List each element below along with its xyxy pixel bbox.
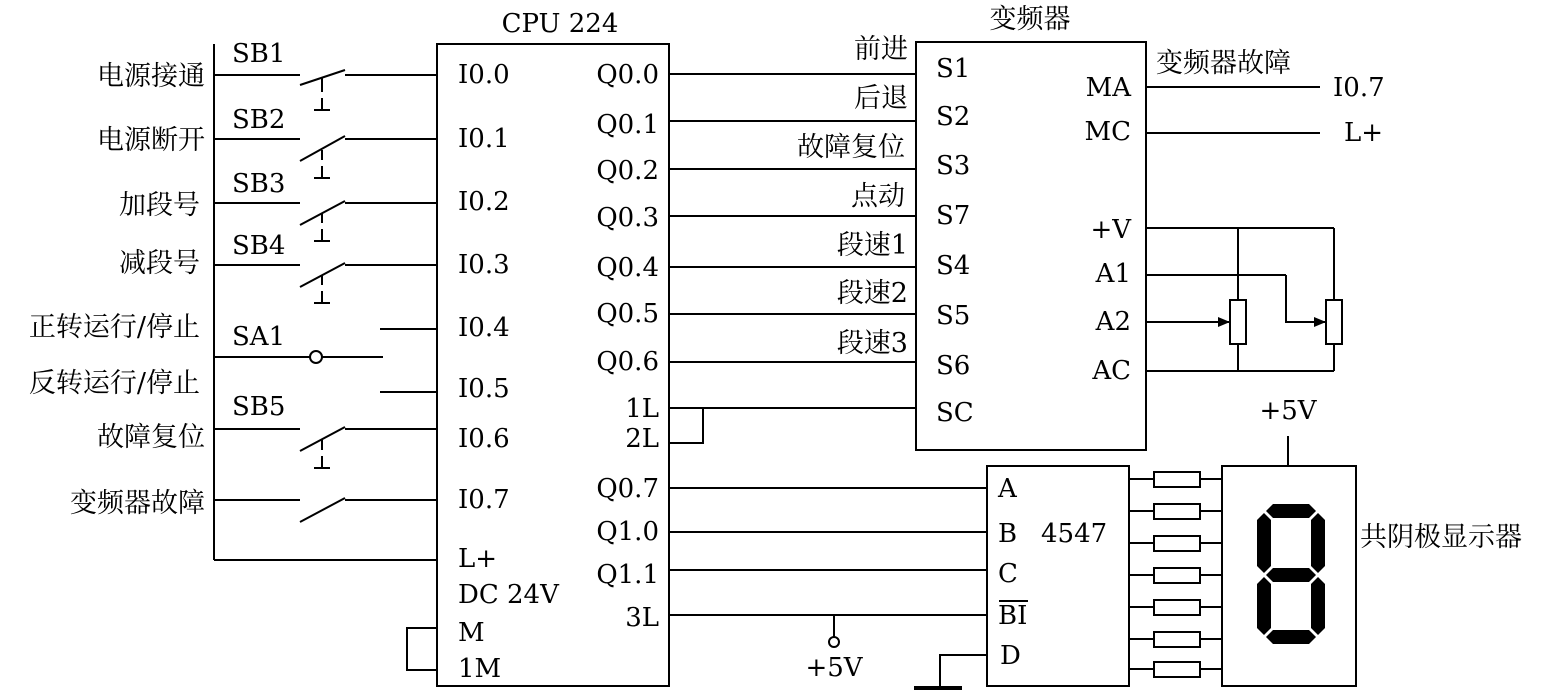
dec-chip-label: 4547 (1041, 519, 1108, 549)
label-sa1: SA1 (232, 322, 286, 352)
pot1-wiper-arrow-icon (1218, 317, 1230, 327)
dec-pin-d: D (1000, 641, 1021, 671)
plc-input-i01: I0.1 (458, 124, 510, 154)
plc-input-i06: I0.6 (458, 424, 510, 454)
supply-3l-label: +5V (805, 653, 863, 683)
pot2-wiper-arrow-icon (1314, 317, 1326, 327)
supply-terminal-3l (829, 637, 839, 647)
func-forward-run-stop: 正转运行/停止 (28, 312, 200, 343)
sa1-pivot (310, 351, 322, 363)
plc-com-1l: 1L (625, 394, 659, 424)
potentiometer-2 (1326, 300, 1342, 344)
inv-s3: S3 (936, 151, 971, 181)
plc-power-dc24v: DC 24V (458, 580, 559, 610)
input-wiring (29, 39, 437, 670)
plc-output-q07: Q0.7 (596, 474, 659, 504)
plc-output-q10: Q1.0 (596, 517, 659, 547)
dec-pin-bi: BI (998, 601, 1028, 631)
inv-plus-v: +V (1090, 215, 1131, 245)
sb5-button-actuator (314, 440, 330, 468)
sig-backward: 后退 (854, 83, 908, 114)
pot2-wiper (1286, 275, 1326, 322)
dec-pin-a: A (998, 474, 1017, 504)
func-inverter-fault: 变频器故障 (70, 488, 205, 519)
inv-a1: A1 (1095, 259, 1131, 289)
plc-output-q03: Q0.3 (596, 203, 659, 233)
label-sb4: SB4 (232, 231, 286, 261)
sig-speed2: 段速2 (836, 278, 908, 309)
sig-speed1: 段速1 (836, 230, 908, 261)
sig-forward: 前进 (854, 34, 908, 65)
plc-com-2l: 2L (625, 424, 659, 454)
plc-com-3l: 3L (625, 603, 659, 633)
func-reverse-run-stop: 反转运行/停止 (28, 368, 200, 399)
plc-output-q00: Q0.0 (596, 60, 659, 90)
fault-contact (300, 498, 345, 522)
inv-s2: S2 (936, 102, 971, 132)
plc-input-i07: I0.7 (458, 485, 510, 515)
plc-cpu224 (437, 9, 669, 686)
plc-output-q11: Q1.1 (596, 560, 659, 590)
inv-ma: MA (1085, 73, 1131, 103)
sig-jog: 点动 (851, 181, 905, 212)
inverter-title: 变频器 (989, 4, 1071, 35)
display-supply-label: +5V (1259, 396, 1317, 426)
label-sb1: SB1 (232, 39, 286, 69)
inv-sc: SC (936, 398, 974, 428)
label-sb5: SB5 (232, 392, 286, 422)
inv-s5: S5 (936, 301, 971, 331)
plc-terminal-1m: 1M (458, 654, 502, 684)
plc-output-q04: Q0.4 (596, 253, 659, 283)
label-sb3: SB3 (232, 169, 286, 199)
inv-s1: S1 (936, 54, 971, 84)
inv-s7: S7 (936, 201, 971, 231)
dec-pin-c: C (998, 559, 1018, 589)
m-1m-jumper (407, 628, 437, 670)
plc-title: CPU 224 (501, 9, 619, 39)
func-step-down: 减段号 (119, 248, 200, 279)
inv-fault-to-i07: I0.7 (1333, 73, 1385, 103)
dec-pin-b: B (998, 519, 1018, 549)
plc-power-lplus: L+ (458, 544, 498, 574)
inv-a2: A2 (1095, 307, 1131, 337)
display-label: 共阴极显示器 (1360, 522, 1522, 553)
sb2-button-actuator (314, 150, 330, 178)
plc-output-q06: Q0.6 (596, 347, 659, 377)
inv-s6: S6 (936, 351, 971, 381)
inv-mc-lplus: L+ (1344, 118, 1384, 148)
output-wiring (669, 34, 916, 443)
inv-ac: AC (1092, 356, 1131, 386)
inv-s4: S4 (936, 251, 971, 281)
sb1-button-actuator (314, 78, 330, 110)
d-pin-ground-wire (940, 655, 987, 686)
sig-fault-reset: 故障复位 (797, 132, 905, 163)
plc-output-q02: Q0.2 (596, 156, 659, 186)
inv-fault-label: 变频器故障 (1156, 48, 1291, 79)
plc-input-i05: I0.5 (458, 374, 510, 404)
1l-2l-jumper (669, 408, 703, 443)
plc-output-q01: Q0.1 (596, 110, 659, 140)
inv-mc: MC (1084, 117, 1131, 147)
potentiometer-1 (1230, 300, 1246, 344)
segment-resistors (1129, 472, 1222, 677)
plc-terminal-m: M (458, 618, 485, 648)
func-power-on: 电源接通 (97, 61, 205, 92)
label-sb2: SB2 (232, 105, 286, 135)
plc-input-i04: I0.4 (458, 313, 510, 343)
sig-speed3: 段速3 (836, 328, 908, 359)
func-power-off: 电源断开 (97, 125, 205, 156)
func-step-up: 加段号 (119, 190, 200, 221)
plc-input-i03: I0.3 (458, 250, 510, 280)
plc-input-i02: I0.2 (458, 187, 510, 217)
inverter (916, 4, 1385, 450)
func-fault-reset: 故障复位 (97, 422, 205, 453)
plc-output-q05: Q0.5 (596, 299, 659, 329)
plc-input-i00: I0.0 (458, 60, 510, 90)
